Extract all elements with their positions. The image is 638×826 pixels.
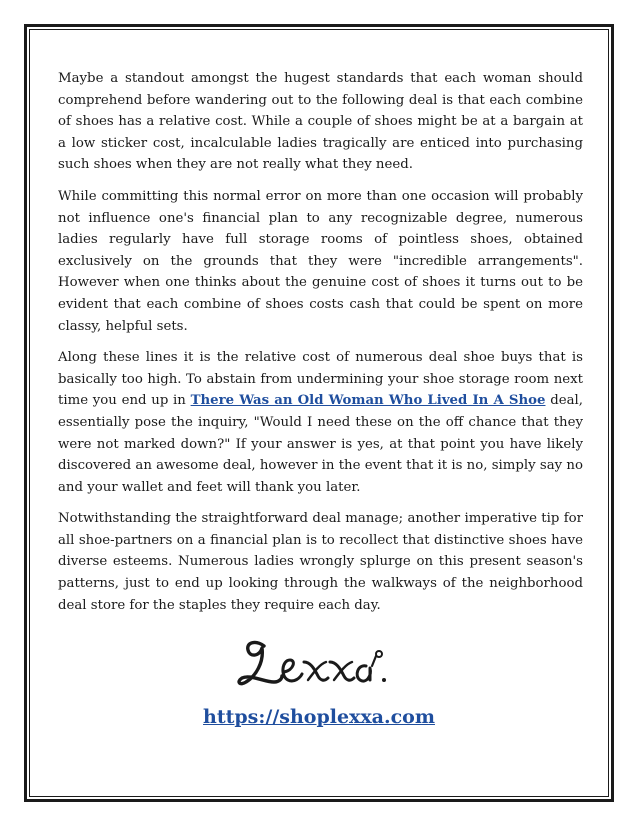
paragraph-3-text-before: Along these lines it is the relative cost of numerous deal shoe buys that is basically too high. To abstain from undermining your shoe storage room next time you end up in <box>58 350 583 409</box>
shoe-deal-link[interactable]: There Was an Old Woman Who Lived In A Shoe <box>190 393 546 409</box>
brand-logo <box>0 632 638 694</box>
paragraph-4: Notwithstanding the straightforward deal manage; another imperative tip for all shoe-partners on a financial plan is to recollect that distinctive shoes have diverse esteems. Numerous ladies wrongly splurge on this present season's patterns, just to end up looking through the walkways of the neighborhood deal store for the staples they require each day. <box>58 511 583 613</box>
article-body <box>58 68 583 626</box>
lexxa-logo-icon <box>234 632 404 694</box>
paragraph-1: Maybe a standout amongst the hugest standards that each woman should comprehend before wandering out to the following deal is that each combine of shoes has a relative cost. While a couple of shoes might be at a bargain at a low sticker cost, incalculable ladies tragically are enticed into purchasing such shoes when they are not really what they need. <box>58 71 583 173</box>
paragraph-2: While committing this normal error on more than one occasion will probably not influence one's financial plan to any recognizable degree, numerous ladies regularly have full storage rooms of pointless shoes, obtained exclusively on the grounds that they were "incredible arrangements". However when one thinks about the genuine cost of shoes it turns out to be evident that each combine of shoes costs cash that could be spent on more classy, helpful sets. <box>58 188 583 334</box>
paragraph-3 <box>58 347 583 498</box>
shop-url-link[interactable]: https://shoplexxa.com <box>203 706 435 728</box>
paragraph-3-text-after: deal, essentially pose the inquiry, "Would I need these on the off chance that they were not marked down?" If your answer is yes, at that point you have likely discovered an awesome deal, however in the event that it is no, simply say no and your wallet and feet will thank you later. <box>58 393 583 495</box>
